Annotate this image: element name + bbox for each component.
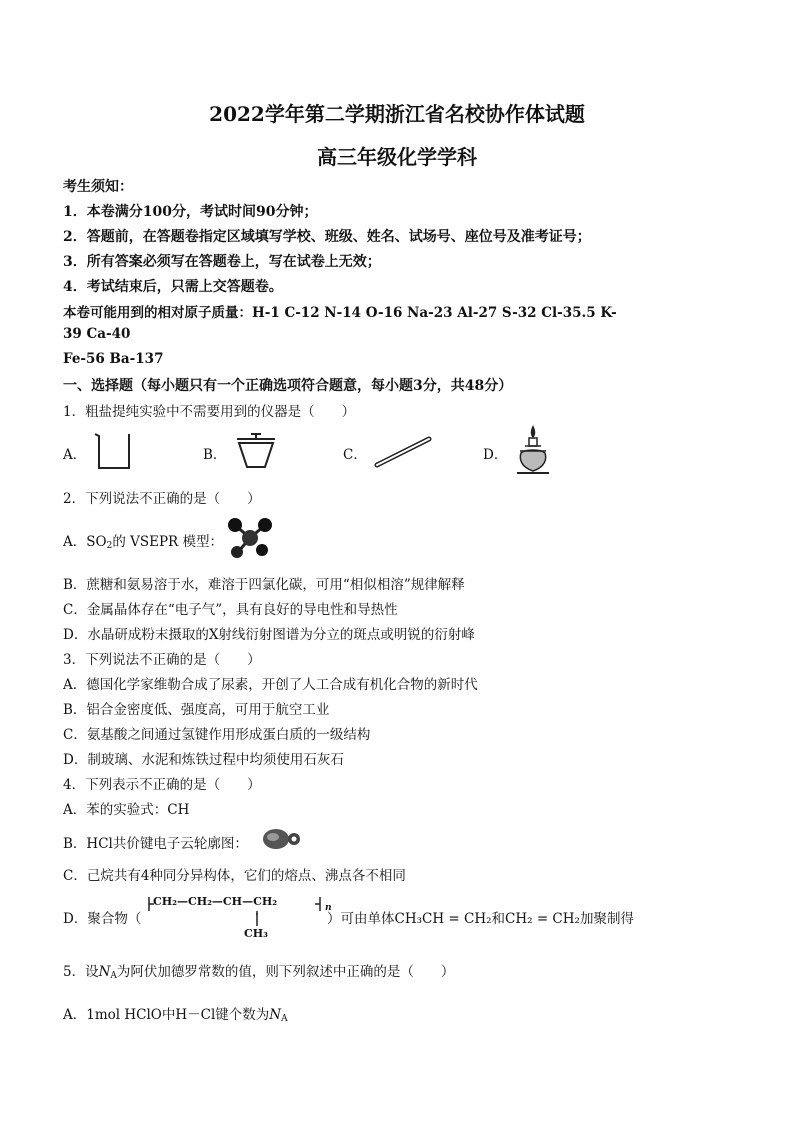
q1-option-d [483, 425, 623, 477]
variable: N [98, 964, 111, 980]
option-label: A． [63, 447, 87, 463]
atomic-mass-line: Fe-56 Ba-137 [63, 351, 164, 367]
q3-option-a: A．德国化学家维勒合成了尿素，开创了人工合成有机化合物的新时代 [63, 677, 478, 693]
q3-option-c: C．氨基酸之间通过氢键作用形成蛋白质的一级结构 [63, 727, 371, 743]
electron-cloud-icon [258, 826, 304, 852]
q1-option-b [203, 425, 343, 477]
polymer-degree: n [325, 903, 332, 913]
option-label: C． [343, 447, 367, 463]
vsepr-model-icon [226, 516, 274, 560]
notice-item: 4．考试结束后，只需上交答题卷。 [63, 279, 283, 295]
q1-option-a [63, 425, 203, 477]
section-heading: 一、选择题（每小题只有一个正确选项符合题意，每小题3分，共48分） [63, 378, 513, 394]
polymer-branch: CH₃ [244, 927, 268, 940]
notice-item: 2．答题前，在答题卷指定区域填写学校、班级、姓名、试场号、座位号及准考证号； [63, 229, 591, 245]
beaker-icon [91, 431, 133, 471]
glass-rod-icon [373, 431, 433, 471]
question-stem: 3．下列说法不正确的是（ ） [63, 652, 261, 668]
subscript: A [281, 1014, 288, 1024]
q4-option-c: C．己烷共有4种同分异构体，它们的熔点、沸点各不相同 [63, 868, 406, 884]
atomic-mass-line: 39 Ca-40 [63, 326, 131, 342]
option-text: A．1mol HClO中H－Cl键个数为 [63, 1007, 270, 1023]
option-text: A．SO [63, 534, 107, 550]
q4-option-b: B．HCl共价键电子云轮廓图： [63, 836, 248, 852]
polymer-branch-bond [253, 913, 263, 927]
q3-option-d: D．制玻璃、水泥和炼铁过程中均须使用石灰石 [63, 752, 344, 768]
notice-item: 3．所有答案必须写在答题卷上，写在试卷上无效； [63, 254, 381, 270]
alcohol-lamp-icon [511, 423, 555, 477]
option-text: ）可由单体CH₃CH = CH₂和CH₂ = CH₂加聚制得 [327, 911, 634, 927]
option-label: D． [483, 447, 508, 463]
q2-option-c: C．金属晶体存在“电子气”，具有良好的导电性和导热性 [63, 602, 398, 618]
q1-option-c [343, 425, 483, 477]
subscript: 2 [106, 541, 113, 551]
question-stem: 2．下列说法不正确的是（ ） [63, 491, 261, 507]
q2-option-d: D．水晶研成粉末摄取的X射线衍射图谱为分立的斑点或明锐的衍射峰 [63, 627, 475, 643]
variable: N [269, 1007, 282, 1023]
q2-option-a [63, 530, 223, 551]
option-text: D．聚合物（ [63, 911, 142, 927]
atomic-mass-line: 本卷可能用到的相对原子质量：H-1 C-12 N-14 O-16 Na-23 Al-27 S-32 Cl-35.5 K- [63, 305, 617, 321]
q4-option-a: A．苯的实验式：CH [63, 802, 190, 818]
q3-option-b: B．铝合金密度低、强度高，可用于航空工业 [63, 702, 330, 718]
q2-option-b: B．蔗糖和氨易溶于水，难溶于四氯化碳，可用“相似相溶”规律解释 [63, 577, 465, 593]
question-stem [63, 960, 454, 981]
option-text: 的 VSEPR 模型： [112, 534, 223, 550]
notice-heading: 考生须知： [63, 179, 133, 195]
stem-text: 为阿伏加德罗常数的值，则下列叙述中正确的是（ ） [116, 964, 455, 980]
question-stem: 4．下列表示不正确的是（ ） [63, 777, 261, 793]
polymer-bracket-icon [145, 895, 327, 915]
polymer-chain: CH₂—CH₂—CH—CH₂ [153, 895, 278, 908]
exam-subtitle: 高三年级化学学科 [317, 145, 477, 169]
crucible-icon [231, 429, 281, 471]
exam-title: 2022学年第二学期浙江省名校协作体试题 [209, 102, 585, 126]
notice-item: 1．本卷满分100分，考试时间90分钟； [63, 204, 318, 220]
question-stem: 1．粗盐提纯实验中不需要用到的仪器是（ ） [63, 404, 356, 420]
q1-options [63, 425, 743, 477]
q5-option-a [63, 1003, 288, 1024]
subscript: A [110, 971, 117, 981]
q4-option-d [63, 895, 763, 945]
stem-text: 5．设 [63, 964, 99, 980]
option-label: B． [203, 447, 227, 463]
